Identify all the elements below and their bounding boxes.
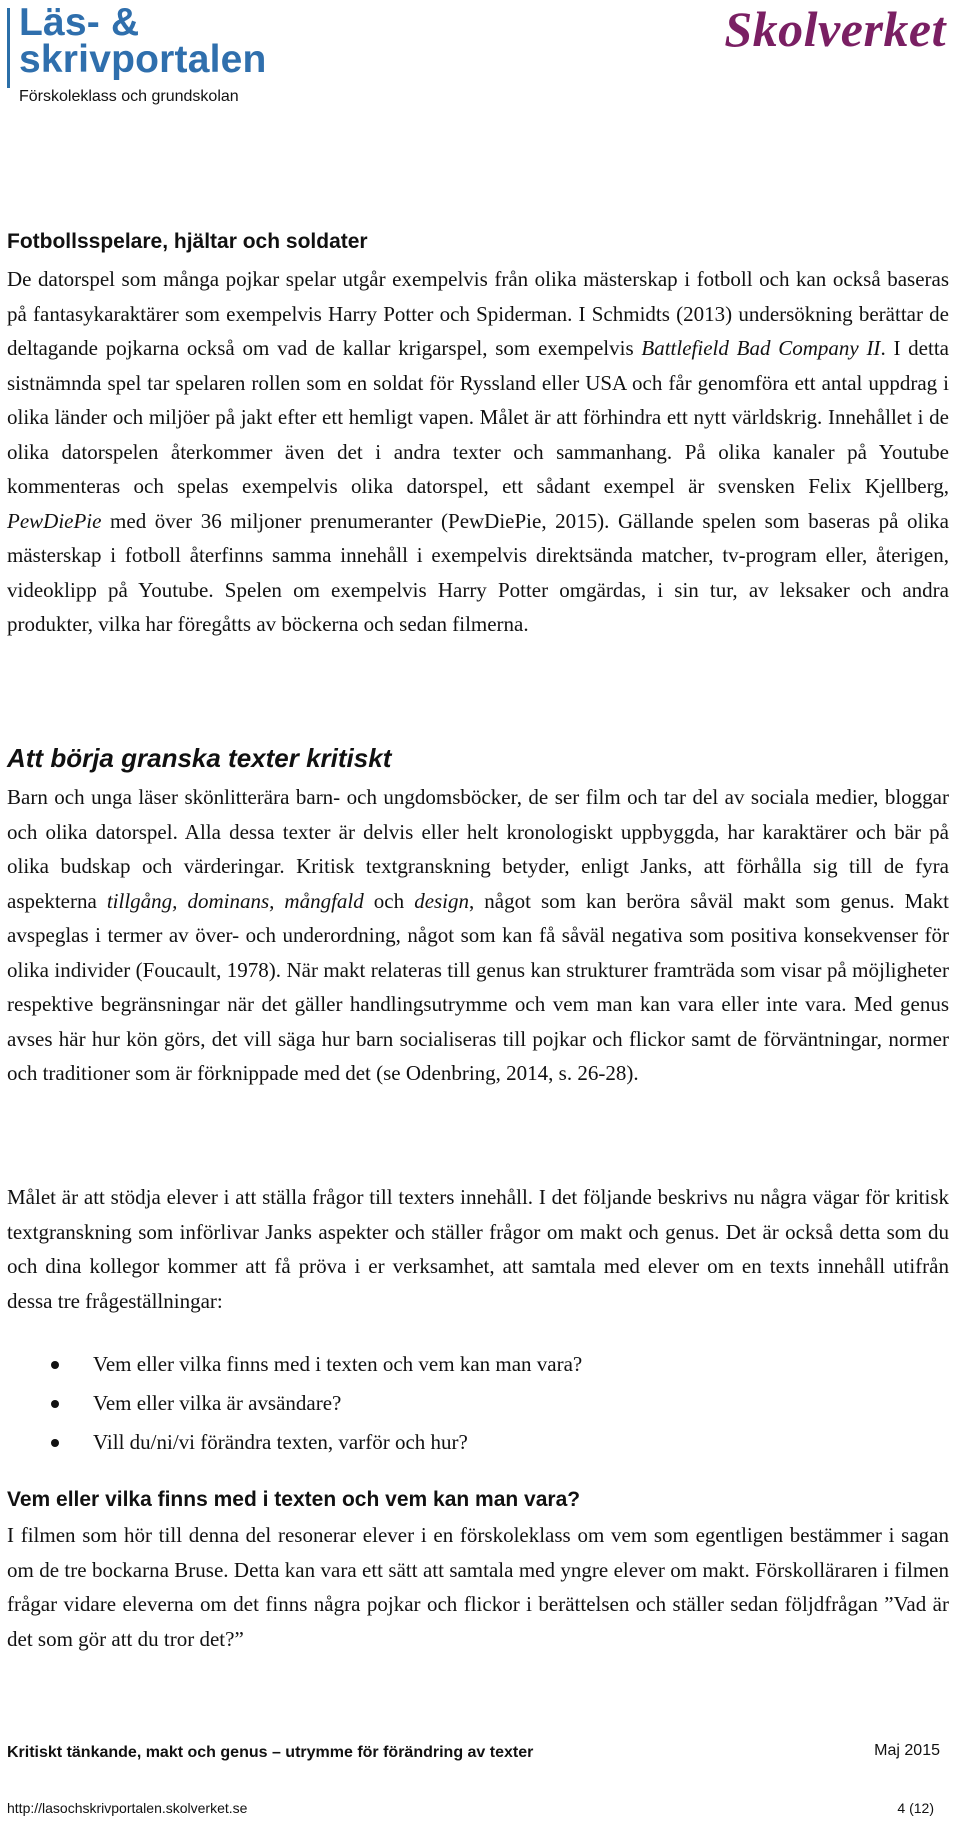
- list-item: [7, 1384, 949, 1423]
- bullet-icon: [51, 1361, 59, 1369]
- text-run: med över 36 miljoner prenumeranter (PewDiePie, 2015). Gällande spelen som baseras på olika mästerskap i fotboll återfinns samma innehåll i exempelvis direktsända matcher, tv-program eller, återigen, videoklipp på Youtube. Spelen om exempelvis Harry Potter omgärdas, i sin tur, av leksaker och andra produkter, vilka har föregåtts av böckerna och sedan filmerna.: [7, 508, 949, 636]
- footer-url-link[interactable]: http://lasochskrivportalen.skolverket.se: [7, 1800, 248, 1816]
- section-heading-fotbollsspelare: Fotbollsspelare, hjältar och soldater: [7, 230, 368, 253]
- portal-subtitle: Förskoleklass och grundskolan: [19, 88, 239, 105]
- channel-name: PewDiePie: [7, 508, 102, 533]
- skolverket-logo[interactable]: Skolverket: [724, 1, 946, 57]
- text-run: Barn och unga läser skönlitterära barn- och ungdomsböcker, de ser film och tar del av sociala medier, bloggar och olika datorspel. Alla dessa texter är delvis eller helt kronologiskt uppbyggda, har karaktärer och bär på olika budskap och värderingar. Kritisk textgranskning betyder, enligt Janks, att förhålla sig till de fyra aspekterna: [7, 785, 949, 913]
- bullet-icon: [51, 1400, 59, 1408]
- section3-paragraph: I filmen som hör till denna del resonerar elever i en förskoleklass om vem som egentligen bestämmer i sagan om de tre bockarna Bruse. Detta kan vara ett sätt att samtala med yngre elever om makt. Förskolläraren i filmen frågar vidare eleverna om det finns några pojkar och flickor i berättelsen och ställer sedan följdfrågan ”Vad är det som gör att du tror det?”: [7, 1523, 949, 1651]
- footer-date: Maj 2015: [874, 1742, 940, 1759]
- portal-name: [19, 1, 267, 81]
- text-run: och: [363, 888, 415, 913]
- list-item-text: Vem eller vilka är avsändare?: [93, 1391, 342, 1415]
- game-title: Battlefield Bad Company II: [641, 336, 881, 360]
- section2-paragraph: [7, 780, 949, 1091]
- aspects-terms: tillgång, dominans, mångfald: [106, 888, 364, 913]
- logo-accent-bar: [7, 8, 10, 88]
- list-item: [7, 1345, 949, 1384]
- portal-name-line1: Läs- &: [19, 1, 140, 44]
- list-item-text: Vem eller vilka finns med i texten och vem kan man vara?: [93, 1352, 583, 1376]
- section-heading-granska: Att börja granska texter kritiskt: [7, 743, 392, 773]
- list-item: [7, 1423, 949, 1462]
- page-number: 4 (12): [897, 1800, 934, 1816]
- text-run: De datorspel som många pojkar spelar utgår exempelvis från olika mästerskap i fotboll och kan också baseras på fantasykaraktärer som exempelvis Harry Potter och Spiderman. I Schmidts (2013) undersökning berättar de deltagande pojkarna också om vad de kallar krigarspel, som exempelvis: [7, 267, 949, 360]
- footer-document-title: Kritiskt tänkande, makt och genus – utrymme för förändring av texter: [7, 1744, 534, 1761]
- question-list: [7, 1345, 949, 1462]
- design-term: design: [414, 888, 470, 913]
- list-item-text: Vill du/ni/vi förändra texten, varför och hur?: [93, 1430, 468, 1454]
- text-run: . I detta sistnämnda spel tar spelaren rollen som en soldat för Ryssland eller USA och får genomföra ett antal uppdrag i olika länder och miljöer på jakt efter ett hemligt vapen. Målet är att förhindra ett nytt världskrig. Innehållet i de olika datorspelen återkommer även det i andra texter och sammanhang. På olika kanaler på Youtube kommenteras och spelas exempelvis olika datorspel, ett sådant exempel är svensken Felix Kjellberg,: [7, 336, 949, 498]
- portal-logo[interactable]: [7, 1, 307, 105]
- section2-paragraph-2: Målet är att stödja elever i att ställa frågor till texters innehåll. I det följande beskrivs nu några vägar för kritisk textgranskning som införlivar Janks aspekter och ställer frågor om makt och genus. Det är också detta som du och dina kollegor kommer att få pröva i er verksamhet, att samtala med elever om en texts innehåll utifrån dessa tre frågeställningar:: [7, 1185, 949, 1313]
- text-run: , något som kan beröra såväl makt som genus. Makt avspeglas i termer av över- och underordning, något som kan få såväl negativa som positiva konsekvenser för olika individer (Foucault, 1978). När makt relateras till genus kan strukturer framträda som visar på möjligheter respektive begränsningar när det gäller handlingsutrymme och vem man kan vara eller inte vara. Med genus avses här hur kön görs, det vill säga hur barn socialiseras till pojkar och flickor samt de förväntningar, normer och traditioner som är förknippade med det (se Odenbring, 2014, s. 26-28).: [7, 888, 949, 1085]
- section-heading-vem-eller-vilka: Vem eller vilka finns med i texten och vem kan man vara?: [7, 1488, 581, 1511]
- bullet-icon: [51, 1439, 59, 1447]
- portal-name-line2: skrivportalen: [19, 38, 267, 81]
- section1-paragraph: [7, 262, 949, 642]
